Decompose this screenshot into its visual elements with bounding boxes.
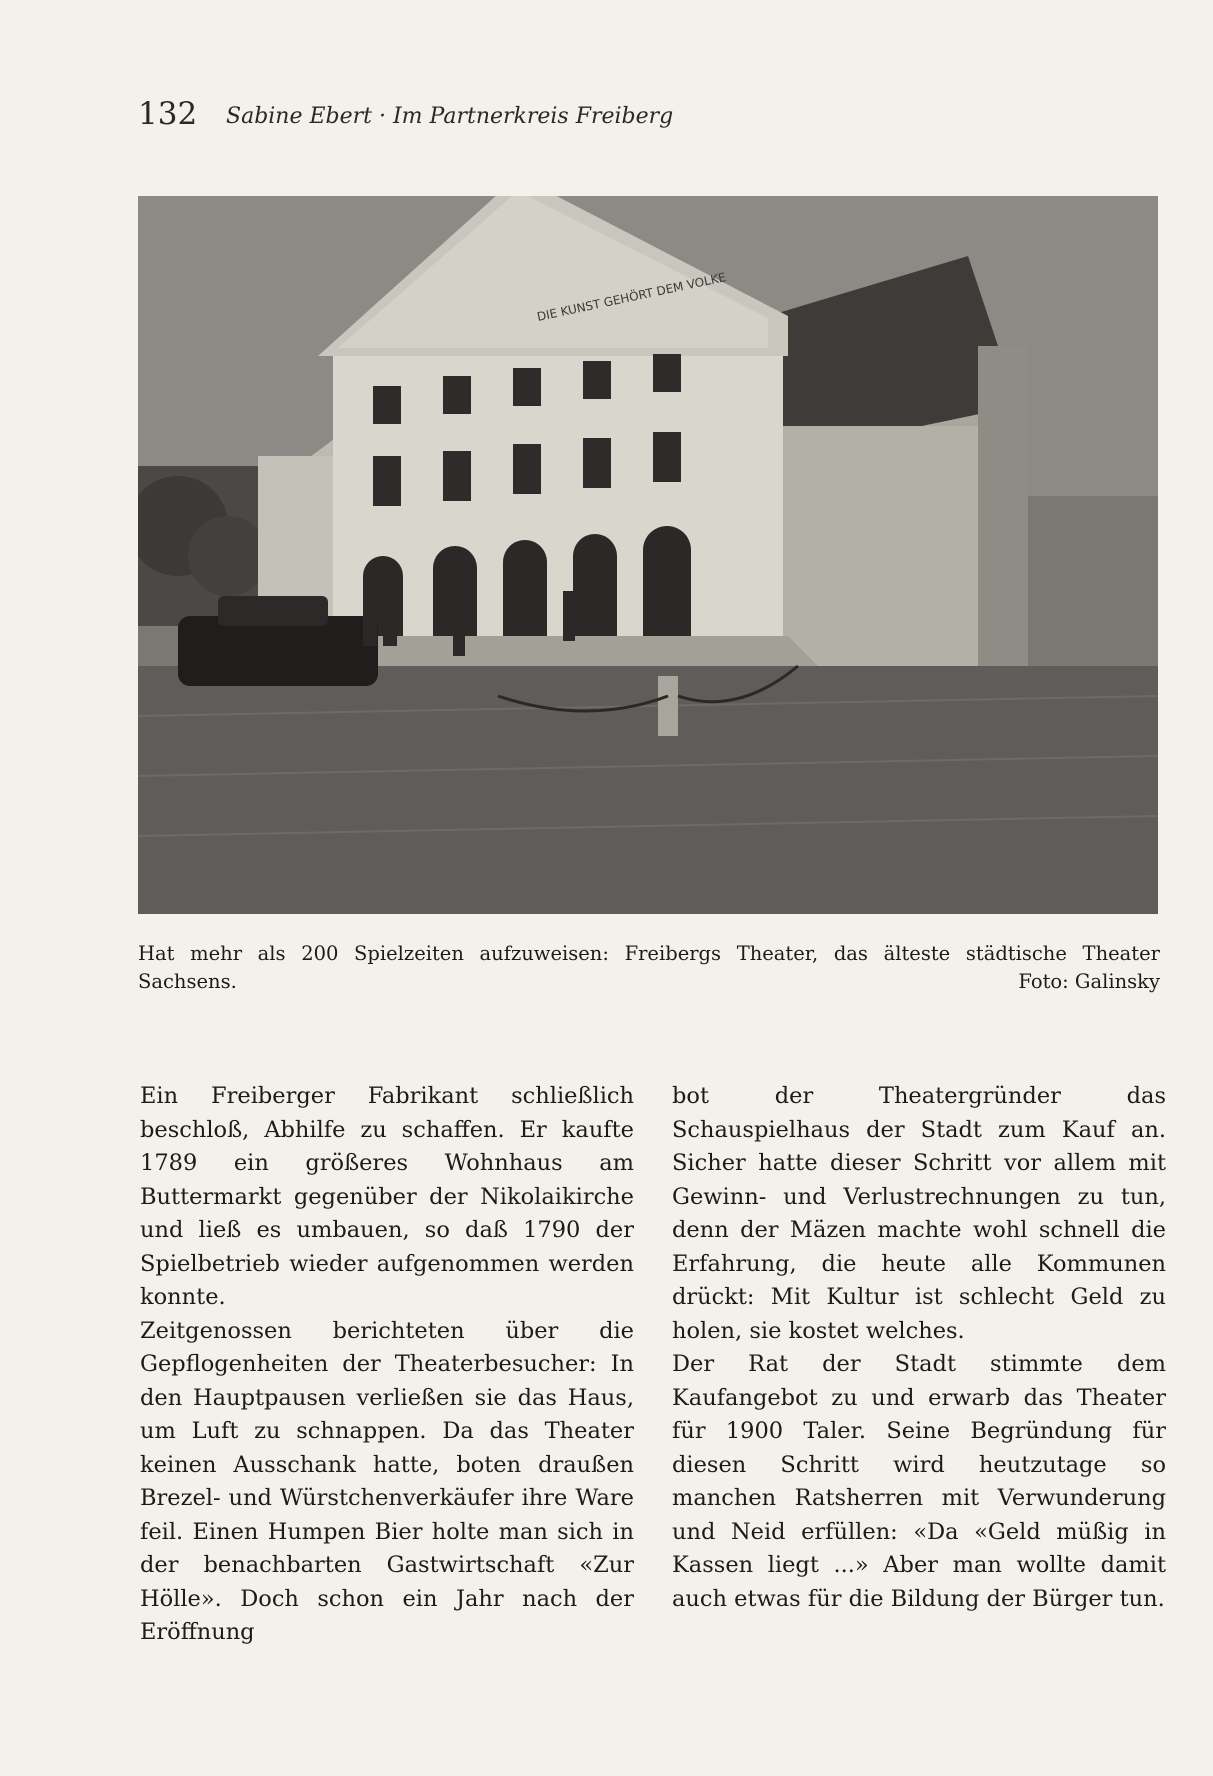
caption-text: Hat mehr als 200 Spielzeiten aufzuweisen: Freibergs Theater, das älteste städtische Theater Sachsens. xyxy=(138,942,1160,993)
paragraph: bot der Theatergründer das Schauspielhaus der Stadt zum Kauf an. Sicher hatte dieser Schritt vor allem mit Gewinn- und Verlustrechnungen zu tun, denn der Mäzen machte wohl schnell die Erfahrung, die heute alle Kommunen drückt: Mit Kultur ist schlecht Geld zu holen, sie kostet welches. xyxy=(672,1083,1166,1344)
theater-photo-drawing xyxy=(138,196,1158,914)
photo-credit: Foto: Galinsky xyxy=(1018,970,1160,993)
theater-photo xyxy=(138,196,1158,914)
page-header xyxy=(138,96,1188,136)
paragraph: Der Rat der Stadt stimmte dem Kaufangebot zu und erwarb das Theater für 1900 Taler. Seine Begründung für diesen Schritt wird heutzutage so manchen Ratsherren mit Verwunderung und Neid erfüllen: «Da «Geld müßig in Kassen liegt ...» Aber man wollte damit auch etwas für die Bildung der Bürger tun. xyxy=(672,1351,1166,1612)
text-column-left xyxy=(140,1080,634,1650)
paragraph: Ein Freiberger Fabrikant schließlich beschloß, Abhilfe zu schaffen. Er kaufte 1789 ein größeres Wohnhaus am Buttermarkt gegenüber der Nikolaikirche und ließ es umbauen, so daß 1790 der Spielbetrieb wieder aufgenommen werden konnte. xyxy=(140,1083,634,1310)
paragraph: Zeitgenossen berichteten über die Gepflogenheiten der Theaterbesucher: In den Hauptpausen verließen sie das Haus, um Luft zu schnappen. Da das Theater keinen Ausschank hatte, boten draußen Brezel- und Würstchenverkäufer ihre Ware feil. Einen Humpen Bier holte man sich in der benachbarten Gastwirtschaft «Zur Hölle». Doch schon ein Jahr nach der Eröffnung xyxy=(140,1317,634,1645)
pediment-inscription: DIE KUNST GEHÖRT DEM VOLKE xyxy=(535,270,728,324)
running-head: Sabine Ebert · Im Partnerkreis Freiberg xyxy=(226,104,674,129)
page-number: 132 xyxy=(138,96,198,132)
photo-caption xyxy=(138,940,1160,996)
text-column-right xyxy=(672,1080,1166,1616)
